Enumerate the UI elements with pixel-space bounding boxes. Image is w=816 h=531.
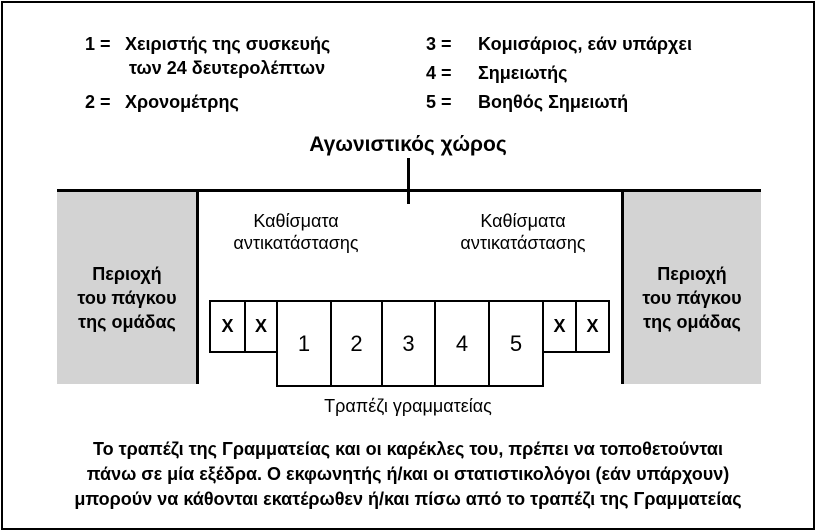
note-line-3: μπορούν να κάθονται εκατέρωθεν ή/και πίσω από το τραπέζι της Γραμματείας (74, 489, 742, 509)
team-bench-label-right (623, 262, 761, 334)
substitute-seat-x-1: X (209, 300, 246, 353)
substitute-seats-label-left (196, 210, 396, 254)
legend-3-text: Κομισάριος, εάν υπάρχει (478, 34, 692, 54)
note-line-1: Το τραπέζι της Γραμματείας και οι καρέκλες του, πρέπει να τοποθετούνται (92, 439, 723, 459)
substitute-seat-x-2: X (244, 300, 278, 353)
legend-5-text: Βοηθός Σημειωτή (478, 92, 629, 112)
bench-left-line2: του πάγκου (77, 288, 177, 308)
subs-right-line2: αντικατάστασης (460, 233, 586, 253)
official-seat-5: 5 (488, 300, 544, 387)
official-seat-3: 3 (381, 300, 436, 387)
official-seat-1: 1 (276, 300, 332, 387)
bench-right-line1: Περιοχή (657, 264, 727, 284)
bench-right-line3: της ομάδας (643, 312, 741, 332)
sideline-center (196, 189, 624, 192)
bench-right-line2: του πάγκου (642, 288, 742, 308)
team-bench-label-left (57, 262, 197, 334)
substitute-seats-label-right (423, 210, 623, 254)
legend-4-text: Σημειωτής (478, 63, 568, 83)
legend-5-number: 5 = (426, 92, 452, 112)
subs-left-line1: Καθίσματα (253, 211, 339, 231)
legend-1-number: 1 = (85, 34, 111, 54)
legend-2-text: Χρονομέτρης (125, 92, 239, 112)
legend-1-text-line2: των 24 δευτερολέπτων (129, 58, 326, 78)
legend-3-number: 3 = (426, 34, 452, 54)
scorer-table-label: Τραπέζι γραμματείας (324, 396, 492, 416)
legend-2-number: 2 = (85, 92, 111, 112)
legend-4-number: 4 = (426, 63, 452, 83)
bench-left-line1: Περιοχή (92, 264, 162, 284)
subs-left-line2: αντικατάστασης (233, 233, 359, 253)
official-seat-4: 4 (434, 300, 490, 387)
substitute-seat-x-4: X (575, 300, 610, 353)
subs-right-line1: Καθίσματα (480, 211, 566, 231)
substitute-seat-x-3: X (542, 300, 577, 353)
bench-left-line3: της ομάδας (78, 312, 176, 332)
official-seat-2: 2 (330, 300, 383, 387)
court-title: Αγωνιστικός χώρος (309, 133, 507, 156)
center-line-tick (407, 158, 410, 204)
note-line-2: πάνω σε μία εξέδρα. Ο εκφωνητής ή/και οι στατιστικολόγοι (εάν υπάρχουν) (86, 464, 730, 484)
legend-1-text-line1: Χειριστής της συσκευής (125, 34, 331, 54)
